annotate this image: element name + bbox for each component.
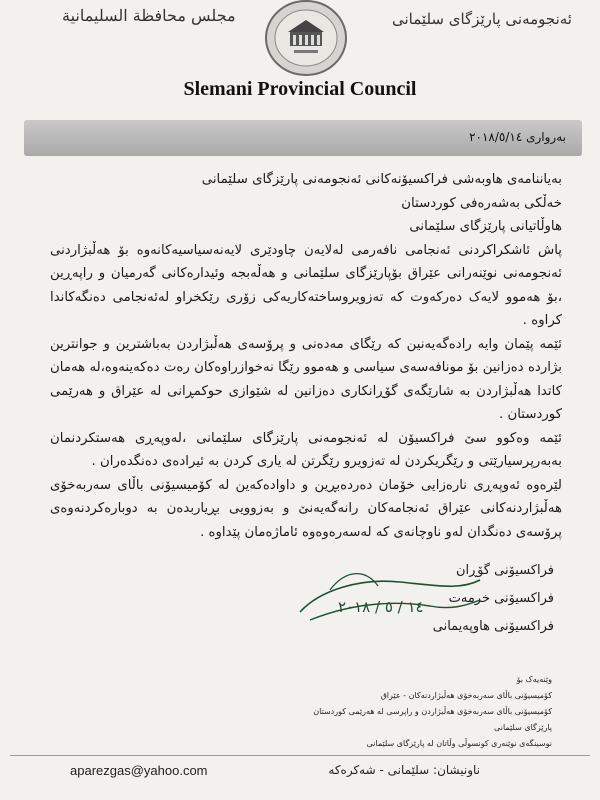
council-name-title: Slemani Provincial Council (183, 78, 417, 100)
statement-title: بەیاننامەی هاوبەشی فراکسیۆنەکانی ئەنجومەنی پارێزگای سلێمانی (201, 172, 562, 187)
council-seal-logo (260, 0, 352, 78)
signature-date: ١٤ / ٥ / ٢٠١٨ (338, 598, 424, 616)
handwritten-signature (290, 560, 490, 640)
footer-divider (10, 755, 590, 756)
date-band (24, 120, 582, 156)
cc-block (152, 672, 552, 752)
footer-address: ناونیشان: سلێمانی - شەکرەکە (328, 763, 480, 777)
cc-recipient: نوسینگەی نوێنەری کونسوڵی وڵاتان لە پارێزگای سلێمانی (366, 739, 552, 748)
header-right-text: ئەنجومەنی پارێزگای سلێمانی (392, 10, 572, 28)
document-date: بەرواری ٢٠١٨/٥/١٤ (469, 130, 566, 144)
cc-recipient: کۆمیسیۆنی باڵای سەربەخۆی هەڵبژاردنەکان - عێراق (380, 691, 552, 700)
cc-title: وێنەیەک بۆ (516, 675, 552, 684)
body-paragraph: لێرەوە ئەوپەڕی نارەزایی خۆمان دەردەبڕین و داوادەکەین لە کۆمیسیۆنی باڵای سەربەخۆی هەڵبژاردنەکانی عێراق ئەنجامەکان رانەگەیەنێ و بەزوویی بڕیاربدەن بە دوبارەکردنەوەی پرۆسەی دەنگدان لەو ناوچانەی کە لەسەرەوەوە ئاماژەمان پێداوە . (50, 477, 562, 540)
letter-body (50, 168, 562, 544)
signatory-faction: فراکسیۆنی هاوپەیمانی (432, 619, 554, 634)
header-left-text: مجلس محافظة السليمانية (62, 6, 236, 25)
footer-email: aparezgas@yahoo.com (70, 763, 208, 778)
signatory-faction: فراکسیۆنی خرمەت (448, 591, 554, 606)
body-paragraph: پاش ئاشکراکردنی ئەنجامی نافەرمی لەلایەن چاودێری لایەنەسیاسیەکانەوە بۆ هەڵبژاردنی ئەنجومەنی نوێنەرانی عێراق بۆپارێزگای سلێمانی و هەڵەبجە وئیدارەکانی گەرمیان و راپەڕین ،بۆ هەموو لایەک دەرکەوت کە تەزویروساختەکاریەکی زۆری رێکخراو لەئەنجامی دەنگەکاندا کراوە . (50, 242, 562, 328)
cc-recipient: پارێزگای سلێمانی (494, 723, 552, 732)
body-paragraph: ئێمە پێمان وایە رادەگەیەنین کە رێگای مەدەنی و پرۆسەی هەڵبژاردن بەباشترین و جوانترین بژاردە دەزانین بۆ مونافەسەی سیاسی و هەموو رێگا نەخوازراوەکان رەت دەکەینەوە،لە هەمان کاتدا هەڵبژاردن بە شارێگەی گۆڕانکاری دەزانین لە شێوازی حوکمڕانی لە عێراق و هەرێمی کوردستان . (50, 336, 562, 422)
cc-recipient: کۆمیسیۆنی باڵای سەربەخۆی هەڵبژاردن و راپرسی لە هەرێمی کوردستان (313, 707, 552, 716)
salutation-line: خەڵکی بەشەرەفی کوردستان (401, 195, 562, 211)
salutation-line: هاوڵاتیانی پارێزگای سلێمانی (409, 219, 562, 234)
body-paragraph: ئێمە وەکوو سێ فراکسیۆن لە ئەنجومەنی پارێزگای سلێمانی ،لەوپەڕی هەستکردنمان بەبەرپرسیارێتی و رێگریکردن لە تەزویرو رێگرتن لە یاری کردن بە ئیرادەی دەنگدەران . (50, 430, 562, 469)
signatory-faction: فراکسیۆنی گۆڕان (455, 563, 554, 578)
